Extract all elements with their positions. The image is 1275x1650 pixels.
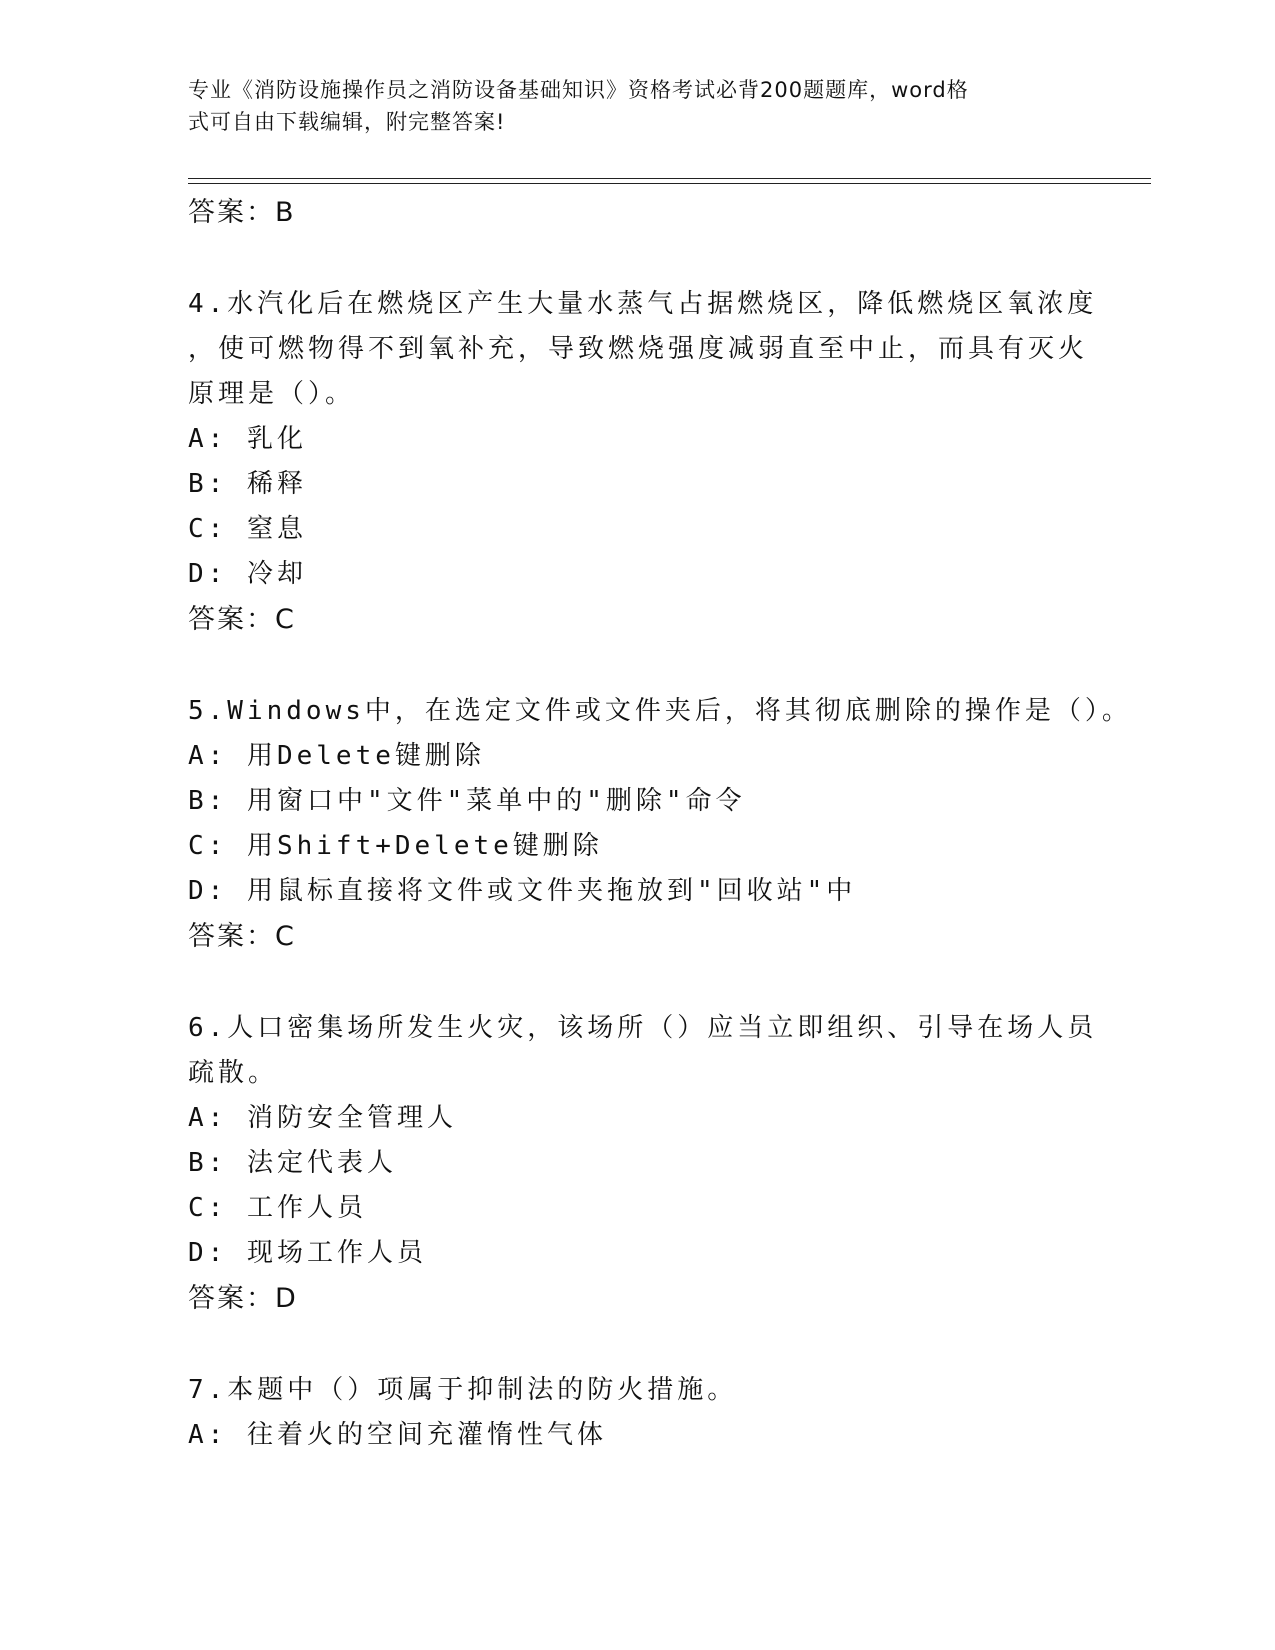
header-divider — [188, 178, 1151, 184]
option-a: A: 用Delete键删除 — [188, 741, 485, 771]
question-6 — [188, 1006, 1108, 1321]
option-c: C: 工作人员 — [188, 1193, 367, 1223]
header-line-1: 专业《消防设施操作员之消防设备基础知识》资格考试必背200题题库，word格 — [188, 78, 969, 102]
option-c: C: 用Shift+Delete键删除 — [188, 831, 603, 861]
question-stem-line: 7.本题中（）项属于抑制法的防火措施。 — [188, 1375, 738, 1405]
answer-line: 答案：B — [188, 197, 296, 228]
document-header — [188, 74, 1088, 138]
question-stem-line: 原理是（）。 — [188, 379, 356, 409]
spacer — [188, 235, 1108, 282]
option-a: A: 消防安全管理人 — [188, 1103, 457, 1133]
question-stem-line: 4.水汽化后在燃烧区产生大量水蒸气占据燃烧区，降低燃烧区氧浓度 — [188, 289, 1098, 319]
question-stem-line: 6.人口密集场所发生火灾，该场所（）应当立即组织、引导在场人员 — [188, 1013, 1098, 1043]
spacer — [188, 959, 1108, 1006]
question-7 — [188, 1368, 1108, 1458]
answer-line: 答案：C — [188, 921, 296, 952]
option-d: D: 现场工作人员 — [188, 1238, 427, 1268]
question-stem-line: 5.Windows中，在选定文件或文件夹后，将其彻底删除的操作是（）。 — [188, 696, 1132, 726]
option-b: B: 稀释 — [188, 469, 307, 499]
option-b: B: 法定代表人 — [188, 1148, 397, 1178]
option-d: D: 冷却 — [188, 559, 307, 589]
option-b: B: 用窗口中"文件"菜单中的"删除"命令 — [188, 786, 746, 816]
header-line-2: 式可自由下载编辑，附完整答案! — [188, 110, 506, 134]
question-list — [188, 190, 1132, 1458]
option-d: D: 用鼠标直接将文件或文件夹拖放到"回收站"中 — [188, 876, 857, 906]
question-4 — [188, 282, 1108, 642]
question-stem-line: 疏散。 — [188, 1058, 279, 1088]
spacer — [188, 1321, 1108, 1368]
question-5 — [188, 689, 1132, 959]
option-c: C: 窒息 — [188, 514, 307, 544]
option-a: A: 往着火的空间充灌惰性气体 — [188, 1420, 607, 1450]
answer-line: 答案：C — [188, 604, 296, 635]
spacer — [188, 642, 1108, 689]
option-a: A: 乳化 — [188, 424, 307, 454]
answer-line: 答案：D — [188, 1283, 298, 1314]
question-stem-line: ，使可燃物得不到氧补充，导致燃烧强度减弱直至中止，而具有灭火 — [188, 334, 1089, 364]
